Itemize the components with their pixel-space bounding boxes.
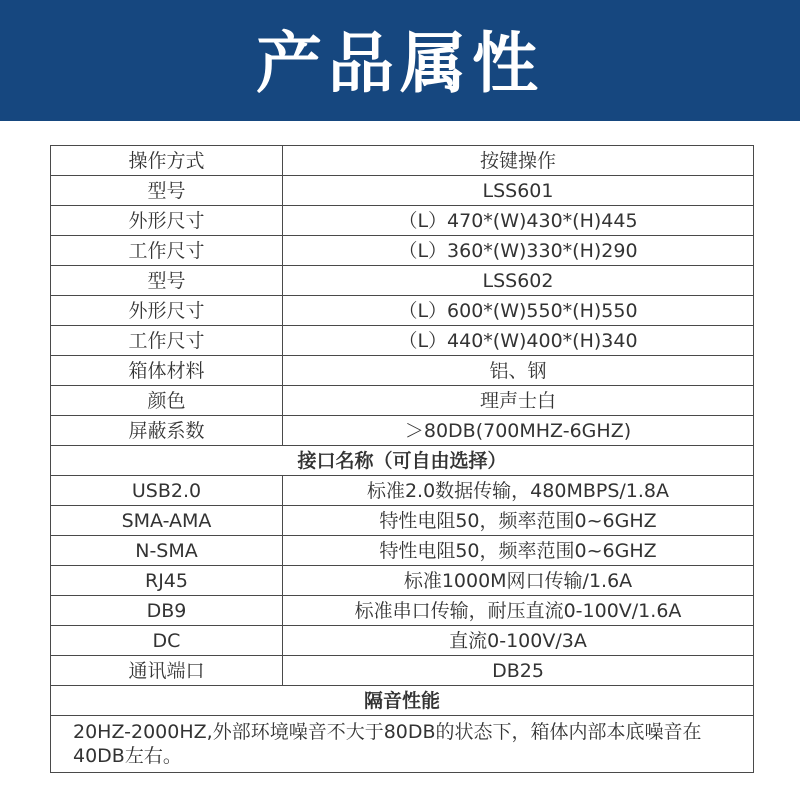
section-heading-row	[51, 446, 754, 476]
row-value: 特性电阻50，频率范围0~6GHZ	[283, 536, 754, 566]
row-label: SMA-AMA	[51, 506, 283, 536]
row-value: 理声士白	[283, 386, 754, 416]
table-row	[51, 386, 754, 416]
table-row	[51, 656, 754, 686]
row-value: LSS601	[283, 176, 754, 206]
table-row	[51, 356, 754, 386]
row-value: （L）360*(W)330*(H)290	[283, 236, 754, 266]
table-row	[51, 536, 754, 566]
row-value: （L）470*(W)430*(H)445	[283, 206, 754, 236]
row-value: 按键操作	[283, 146, 754, 176]
row-value: （L）440*(W)400*(H)340	[283, 326, 754, 356]
page-title: 产品属性	[256, 25, 544, 102]
row-label: 外形尺寸	[51, 296, 283, 326]
table-row	[51, 416, 754, 446]
table-row	[51, 296, 754, 326]
row-value: LSS602	[283, 266, 754, 296]
row-value: （L）600*(W)550*(H)550	[283, 296, 754, 326]
row-label: 型号	[51, 266, 283, 296]
row-label: 工作尺寸	[51, 236, 283, 266]
table-row	[51, 566, 754, 596]
table-row	[51, 626, 754, 656]
row-value: DB25	[283, 656, 754, 686]
row-value: 特性电阻50，频率范围0~6GHZ	[283, 506, 754, 536]
row-label: N-SMA	[51, 536, 283, 566]
row-value: ＞80DB(700MHZ-6GHZ)	[283, 416, 754, 446]
row-label: 外形尺寸	[51, 206, 283, 236]
row-label: 颜色	[51, 386, 283, 416]
table-row	[51, 266, 754, 296]
product-attributes-table	[50, 145, 754, 773]
row-value: 标准串口传输，耐压直流0-100V/1.6A	[283, 596, 754, 626]
section-heading-row	[51, 686, 754, 716]
row-value: 标准1000M网口传输/1.6A	[283, 566, 754, 596]
table-row	[51, 176, 754, 206]
row-value: 直流0-100V/3A	[283, 626, 754, 656]
table-body	[51, 146, 754, 773]
sound-description: 20HZ-2000HZ,外部环境噪音不大于80DB的状态下，箱体内部本底噪音在40DB左右。	[51, 716, 754, 773]
row-label: 工作尺寸	[51, 326, 283, 356]
row-label: DB9	[51, 596, 283, 626]
row-label: 操作方式	[51, 146, 283, 176]
table-row	[51, 206, 754, 236]
product-attributes-table-container	[50, 145, 751, 773]
row-label: DC	[51, 626, 283, 656]
description-row	[51, 716, 754, 773]
table-row	[51, 476, 754, 506]
table-row	[51, 596, 754, 626]
interface-section-heading: 接口名称（可自由选择）	[51, 446, 754, 476]
sound-section-heading: 隔音性能	[51, 686, 754, 716]
table-row	[51, 236, 754, 266]
row-label: RJ45	[51, 566, 283, 596]
row-label: USB2.0	[51, 476, 283, 506]
row-label: 型号	[51, 176, 283, 206]
row-label: 箱体材料	[51, 356, 283, 386]
header-banner	[0, 0, 800, 121]
row-label: 通讯端口	[51, 656, 283, 686]
row-value: 铝、钢	[283, 356, 754, 386]
row-label: 屏蔽系数	[51, 416, 283, 446]
table-row	[51, 146, 754, 176]
row-value: 标准2.0数据传输，480MBPS/1.8A	[283, 476, 754, 506]
table-row	[51, 506, 754, 536]
table-row	[51, 326, 754, 356]
